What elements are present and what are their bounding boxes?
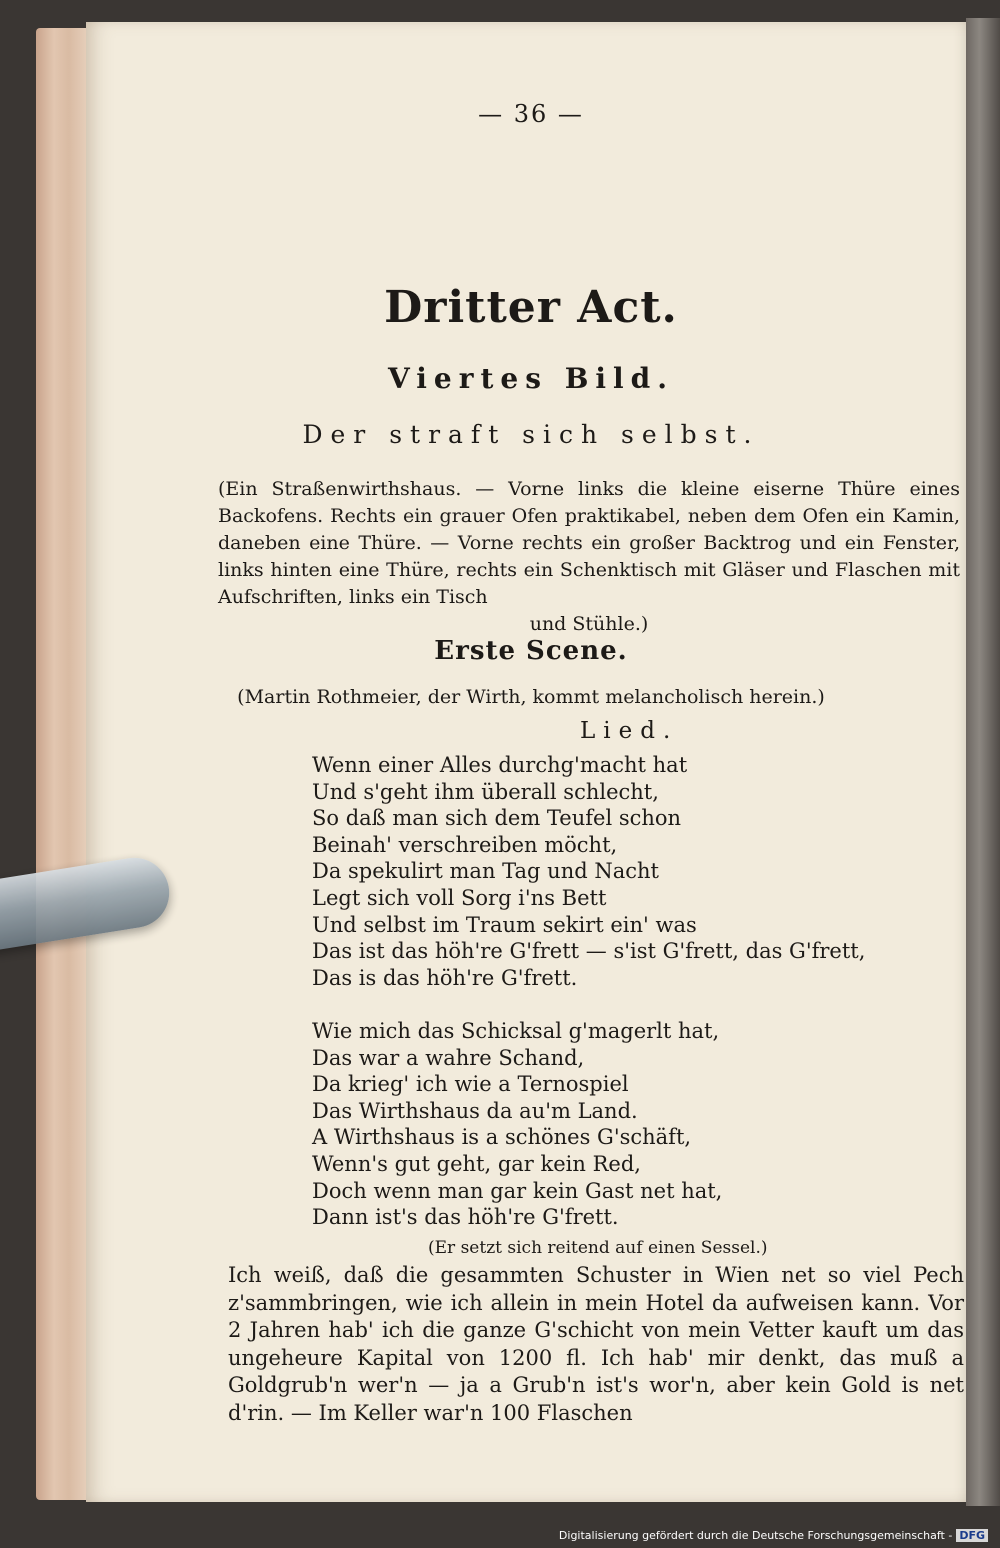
verse-line: Das ist das höh're G'frett — s'ist G'frett, das G'frett, [312, 939, 866, 964]
verse-line: Das Wirthshaus da au'm Land. [312, 1098, 638, 1123]
footer-text: Digitalisierung gefördert durch die Deutsche Forschungsgemeinschaft - [558, 1529, 953, 1542]
sit-direction: (Er setzt sich reitend auf einen Sessel.) [428, 1238, 768, 1258]
verse-line: Da spekulirt man Tag und Nacht [312, 859, 659, 884]
stage-direction [218, 476, 960, 638]
verse-line: Das is das höh're G'frett. [312, 965, 578, 990]
verse-line: Wenn's gut geht, gar kein Red, [312, 1151, 641, 1176]
verse-line: Dann ist's das höh're G'frett. [312, 1205, 619, 1230]
prose-paragraph [228, 1262, 964, 1427]
lied-heading: Lied. [580, 718, 679, 744]
dfg-logo: DFG [956, 1529, 988, 1542]
verse-line: Wenn einer Alles durchg'macht hat [312, 753, 688, 777]
verse-line: Wie mich das Schicksal g'magerlt hat, [312, 1019, 720, 1043]
verse-line: A Wirthshaus is a schönes G'schäft, [312, 1125, 692, 1150]
scene-subtitle: Der straft sich selbst. [302, 420, 760, 449]
verse-line: Und selbst im Traum sekirt ein' was [312, 912, 697, 937]
verse-1 [312, 752, 865, 991]
binding-edge [966, 18, 1000, 1506]
verse-line: Doch wenn man gar kein Gast net hat, [312, 1178, 723, 1203]
page-number: — 36 — [478, 100, 584, 128]
stage-direction-end: und Stühle.) [529, 613, 649, 635]
verse-line: Das war a wahre Schand, [312, 1045, 585, 1070]
scene-direction: (Martin Rothmeier, der Wirth, kommt melancholisch herein.) [237, 686, 825, 708]
bild-title: Viertes Bild. [388, 362, 674, 395]
verse-line: Und s'geht ihm überall schlecht, [312, 779, 659, 804]
footer-credit [559, 1529, 988, 1542]
verse-line: Legt sich voll Sorg i'ns Bett [312, 885, 607, 910]
act-title: Dritter Act. [384, 282, 678, 333]
verse-line: Beinah' verschreiben möcht, [312, 832, 618, 857]
verse-line: So daß man sich dem Teufel schon [312, 806, 682, 831]
verse-line: Da krieg' ich wie a Ternospiel [312, 1072, 629, 1097]
stage-direction-text: (Ein Straßenwirthshaus. — Vorne links die kleine eiserne Thüre eines Backofens. Rechts ein grauer Ofen praktikabel, neben dem Ofen ein Kamin, daneben eine Thüre. — Vorne rechts ein großer Backtrog und ein Fenster, links hinten eine Thüre, rechts ein Schenktisch mit Gläser und Flaschen mit Aufschriften, links ein Tisch [218, 478, 960, 608]
scene-title: Erste Scene. [434, 636, 628, 666]
verse-2 [312, 1018, 722, 1231]
prose-text: Ich weiß, daß die gesammten Schuster in Wien net so viel Pech z'sammbringen, wie ich allein in mein Hotel da aufweisen kann. Vor 2 Jahren hab' ich die ganze G'schicht von mein Vetter kauft um das ungeheure Kapital von 1200 fl. Ich hab' mir denkt, das muß a Goldgrub'n wer'n — ja a Grub'n ist's wor'n, aber kein Gold is net d'rin. — Im Keller war'n 100 Flaschen [228, 1263, 964, 1425]
